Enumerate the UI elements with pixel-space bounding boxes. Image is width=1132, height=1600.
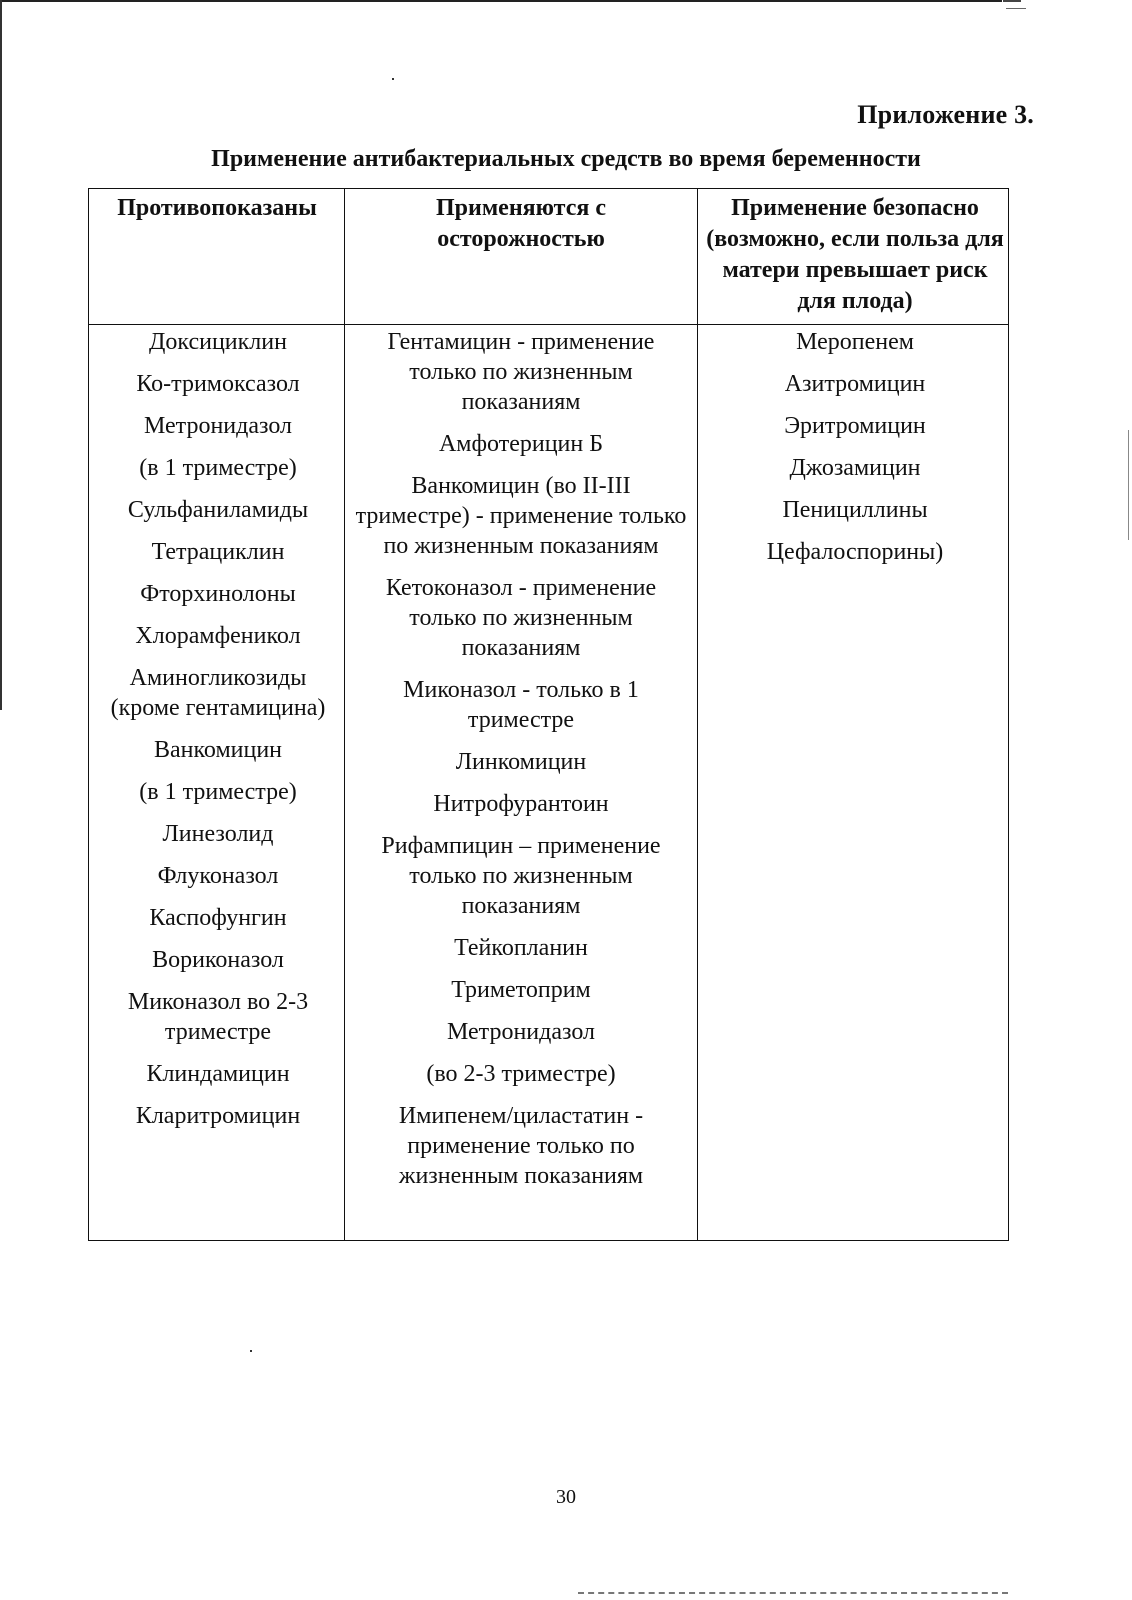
header-caution: Применяются с осторожностью: [435, 195, 607, 252]
column-contraindicated: [95, 327, 341, 1143]
table-cell-item: Миконазол - только в 1 триместре: [403, 677, 639, 733]
table-cell-item: Рифампицин – применение только по жизненным показаниям: [381, 833, 661, 919]
table-cell-item: Флуконазол: [157, 863, 279, 889]
table-cell-item: (в 1 триместре): [139, 779, 297, 805]
appendix-label: Приложение 3.: [857, 100, 1034, 129]
scan-border-bottom: [578, 1592, 1008, 1594]
table-cell-item: Пенициллины: [782, 497, 928, 523]
page-number: 30: [556, 1486, 576, 1508]
table-cell-item: Вориконазол: [152, 947, 284, 973]
table-cell-item: (во 2-3 триместре): [426, 1061, 616, 1087]
table-cell-item: Доксициклин: [149, 329, 287, 355]
scan-border-top: [0, 0, 1002, 2]
scan-border-right: [1128, 430, 1129, 540]
table-cell-item: Имипенем/циластатин - применение только по жизненным показаниям: [398, 1103, 644, 1189]
table-cell-item: Триметоприм: [451, 977, 591, 1003]
table-cell-item: Линкомицин: [455, 749, 587, 775]
column-caution: [355, 327, 687, 1203]
antibacterial-table: [88, 188, 1009, 1241]
table-cell-item: Цефалоспорины): [766, 539, 944, 565]
table-cell-item: Гентамицин - применение только по жизненным показаниям: [387, 329, 655, 415]
table-cell-item: Азитромицин: [784, 371, 926, 397]
table-cell-item: Линезолид: [162, 821, 274, 847]
table-cell-item: Сульфаниламиды: [127, 497, 309, 523]
table-cell-item: Фторхинолоны: [140, 581, 296, 607]
header-contraindicated: Противопоказаны: [117, 195, 317, 221]
table-cell-item: Кетоконазол - применение только по жизненным показаниям: [385, 575, 657, 661]
table-cell-item: Джозамицин: [789, 455, 921, 481]
document-title: Применение антибактериальных средств во время беременности: [211, 146, 921, 172]
table-cell-item: Меропенем: [796, 329, 914, 355]
scan-border-left: [0, 0, 2, 710]
scan-speck: [250, 1350, 252, 1352]
table-cell-item: Кларитромицин: [135, 1103, 301, 1129]
table-cell-item: Миконазол во 2-3 триместре: [127, 989, 309, 1045]
table-cell-item: Нитрофурантоин: [433, 791, 609, 817]
scan-border-top-fragment: [1003, 0, 1021, 2]
table-cell-item: Эритромицин: [784, 413, 926, 439]
table-cell-item: Ванкомицин (во II-III триместре) - применение только по жизненным показаниям: [355, 473, 687, 559]
table-cell-item: Тетрациклин: [151, 539, 285, 565]
table-cell-item: Амфотерицин Б: [438, 431, 604, 457]
table-cell-item: Ванкомицин: [153, 737, 283, 763]
table-cell-item: Ко-тримоксазол: [136, 371, 300, 397]
header-divider: [89, 324, 1008, 325]
table-cell-item: Тейкопланин: [454, 935, 588, 961]
table-cell-item: Метронидазол: [446, 1019, 595, 1045]
column-divider: [697, 189, 698, 1240]
column-divider: [344, 189, 345, 1240]
scan-speck: [392, 78, 394, 80]
table-cell-item: Клиндамицин: [146, 1061, 290, 1087]
table-cell-item: Каспофунгин: [149, 905, 287, 931]
table-cell-item: Метронидазол: [143, 413, 292, 439]
header-safe: Применение безопасно (возможно, если польза для матери превышает риск для плода): [706, 195, 1004, 314]
table-cell-item: Хлорамфеникол: [135, 623, 301, 649]
table-cell-item: Аминогликозиды (кроме гентамицина): [110, 665, 326, 721]
column-safe: [705, 327, 1005, 579]
table-cell-item: (в 1 триместре): [139, 455, 297, 481]
scan-mark: [1006, 8, 1026, 9]
